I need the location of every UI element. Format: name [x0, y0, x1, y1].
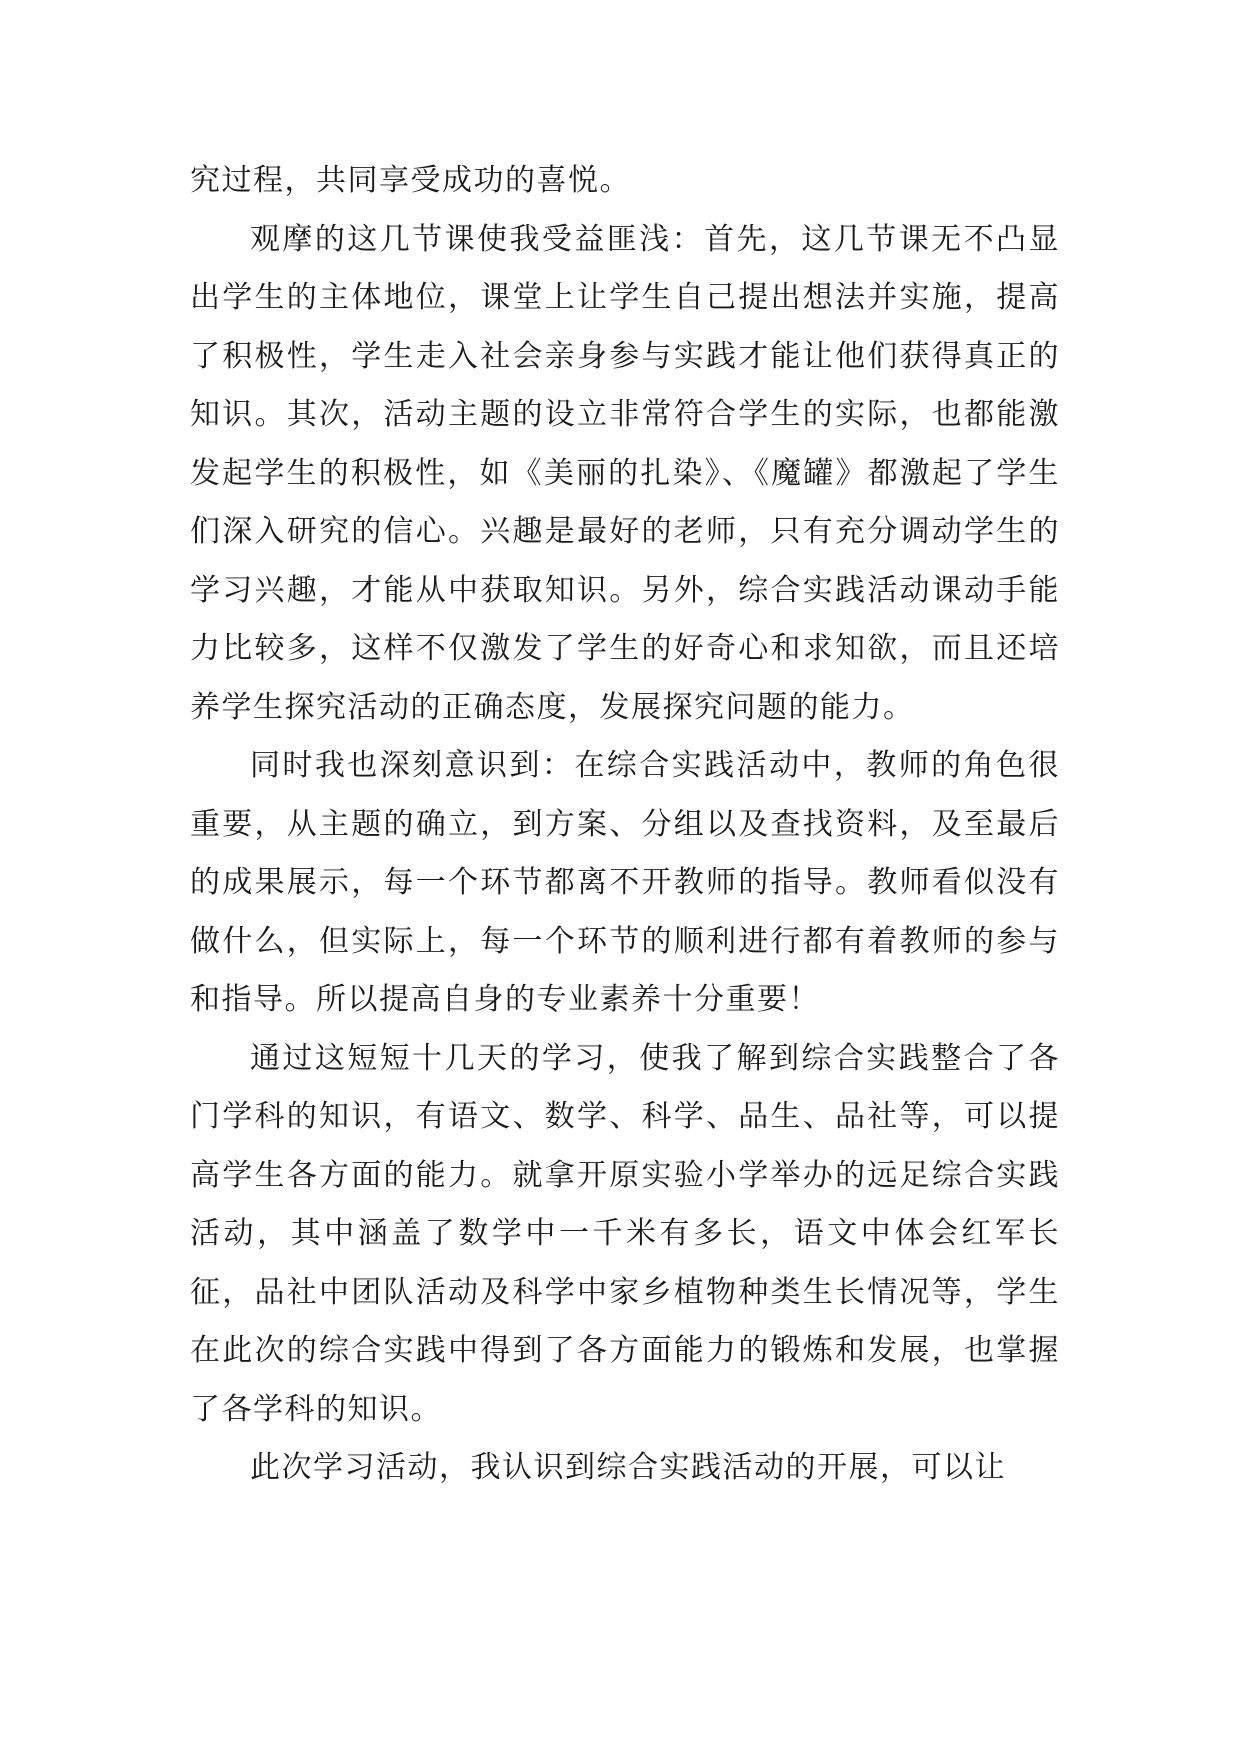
paragraph-observation: 观摩的这几节课使我受益匪浅：首先，这几节课无不凸显出学生的主体地位，课堂上让学生自己提出想法并实施，提高了积极性，学生走入社会亲身参与实践才能让他们获得真正的知识。其次，活动主题的设立非常符合学生的实际，也都能激发起学生的积极性，如《美丽的扎染》、《魔罐》都激起了学生们深入研究的信心。兴趣是最好的老师，只有充分调动学生的学习兴趣，才能从中获取知识。另外，综合实践活动课动手能力比较多，这样不仅激发了学生的好奇心和求知欲，而且还培养学生探究活动的正确态度，发展探究问题的能力。 — [190, 221, 1060, 725]
document-body — [190, 152, 1060, 1498]
paragraph-conclusion: 此次学习活动，我认识到综合实践活动的开展，可以让 — [250, 1450, 1006, 1485]
paragraph-integration: 通过这短短十几天的学习，使我了解到综合实践整合了各门学科的知识，有语文、数学、科学、品生、品社等，可以提高学生各方面的能力。就拿开原实验小学举办的远足综合实践活动，其中涵盖了数学中一千米有多长，语文中体会红军长征，品社中团队活动及科学中家乡植物种类生长情况等，学生在此次的综合实践中得到了各方面能力的锻炼和发展，也掌握了各学科的知识。 — [190, 1040, 1060, 1427]
paragraph-teacher-role: 同时我也深刻意识到：在综合实践活动中，教师的角色很重要，从主题的确立，到方案、分组以及查找资料，及至最后的成果展示，每一个环节都离不开教师的指导。教师看似没有做什么，但实际上，每一个环节的顺利进行都有着教师的参与和指导。所以提高自身的专业素养十分重要！ — [190, 748, 1060, 1017]
paragraph-continuation: 究过程，共同享受成功的喜悦。 — [190, 163, 631, 198]
